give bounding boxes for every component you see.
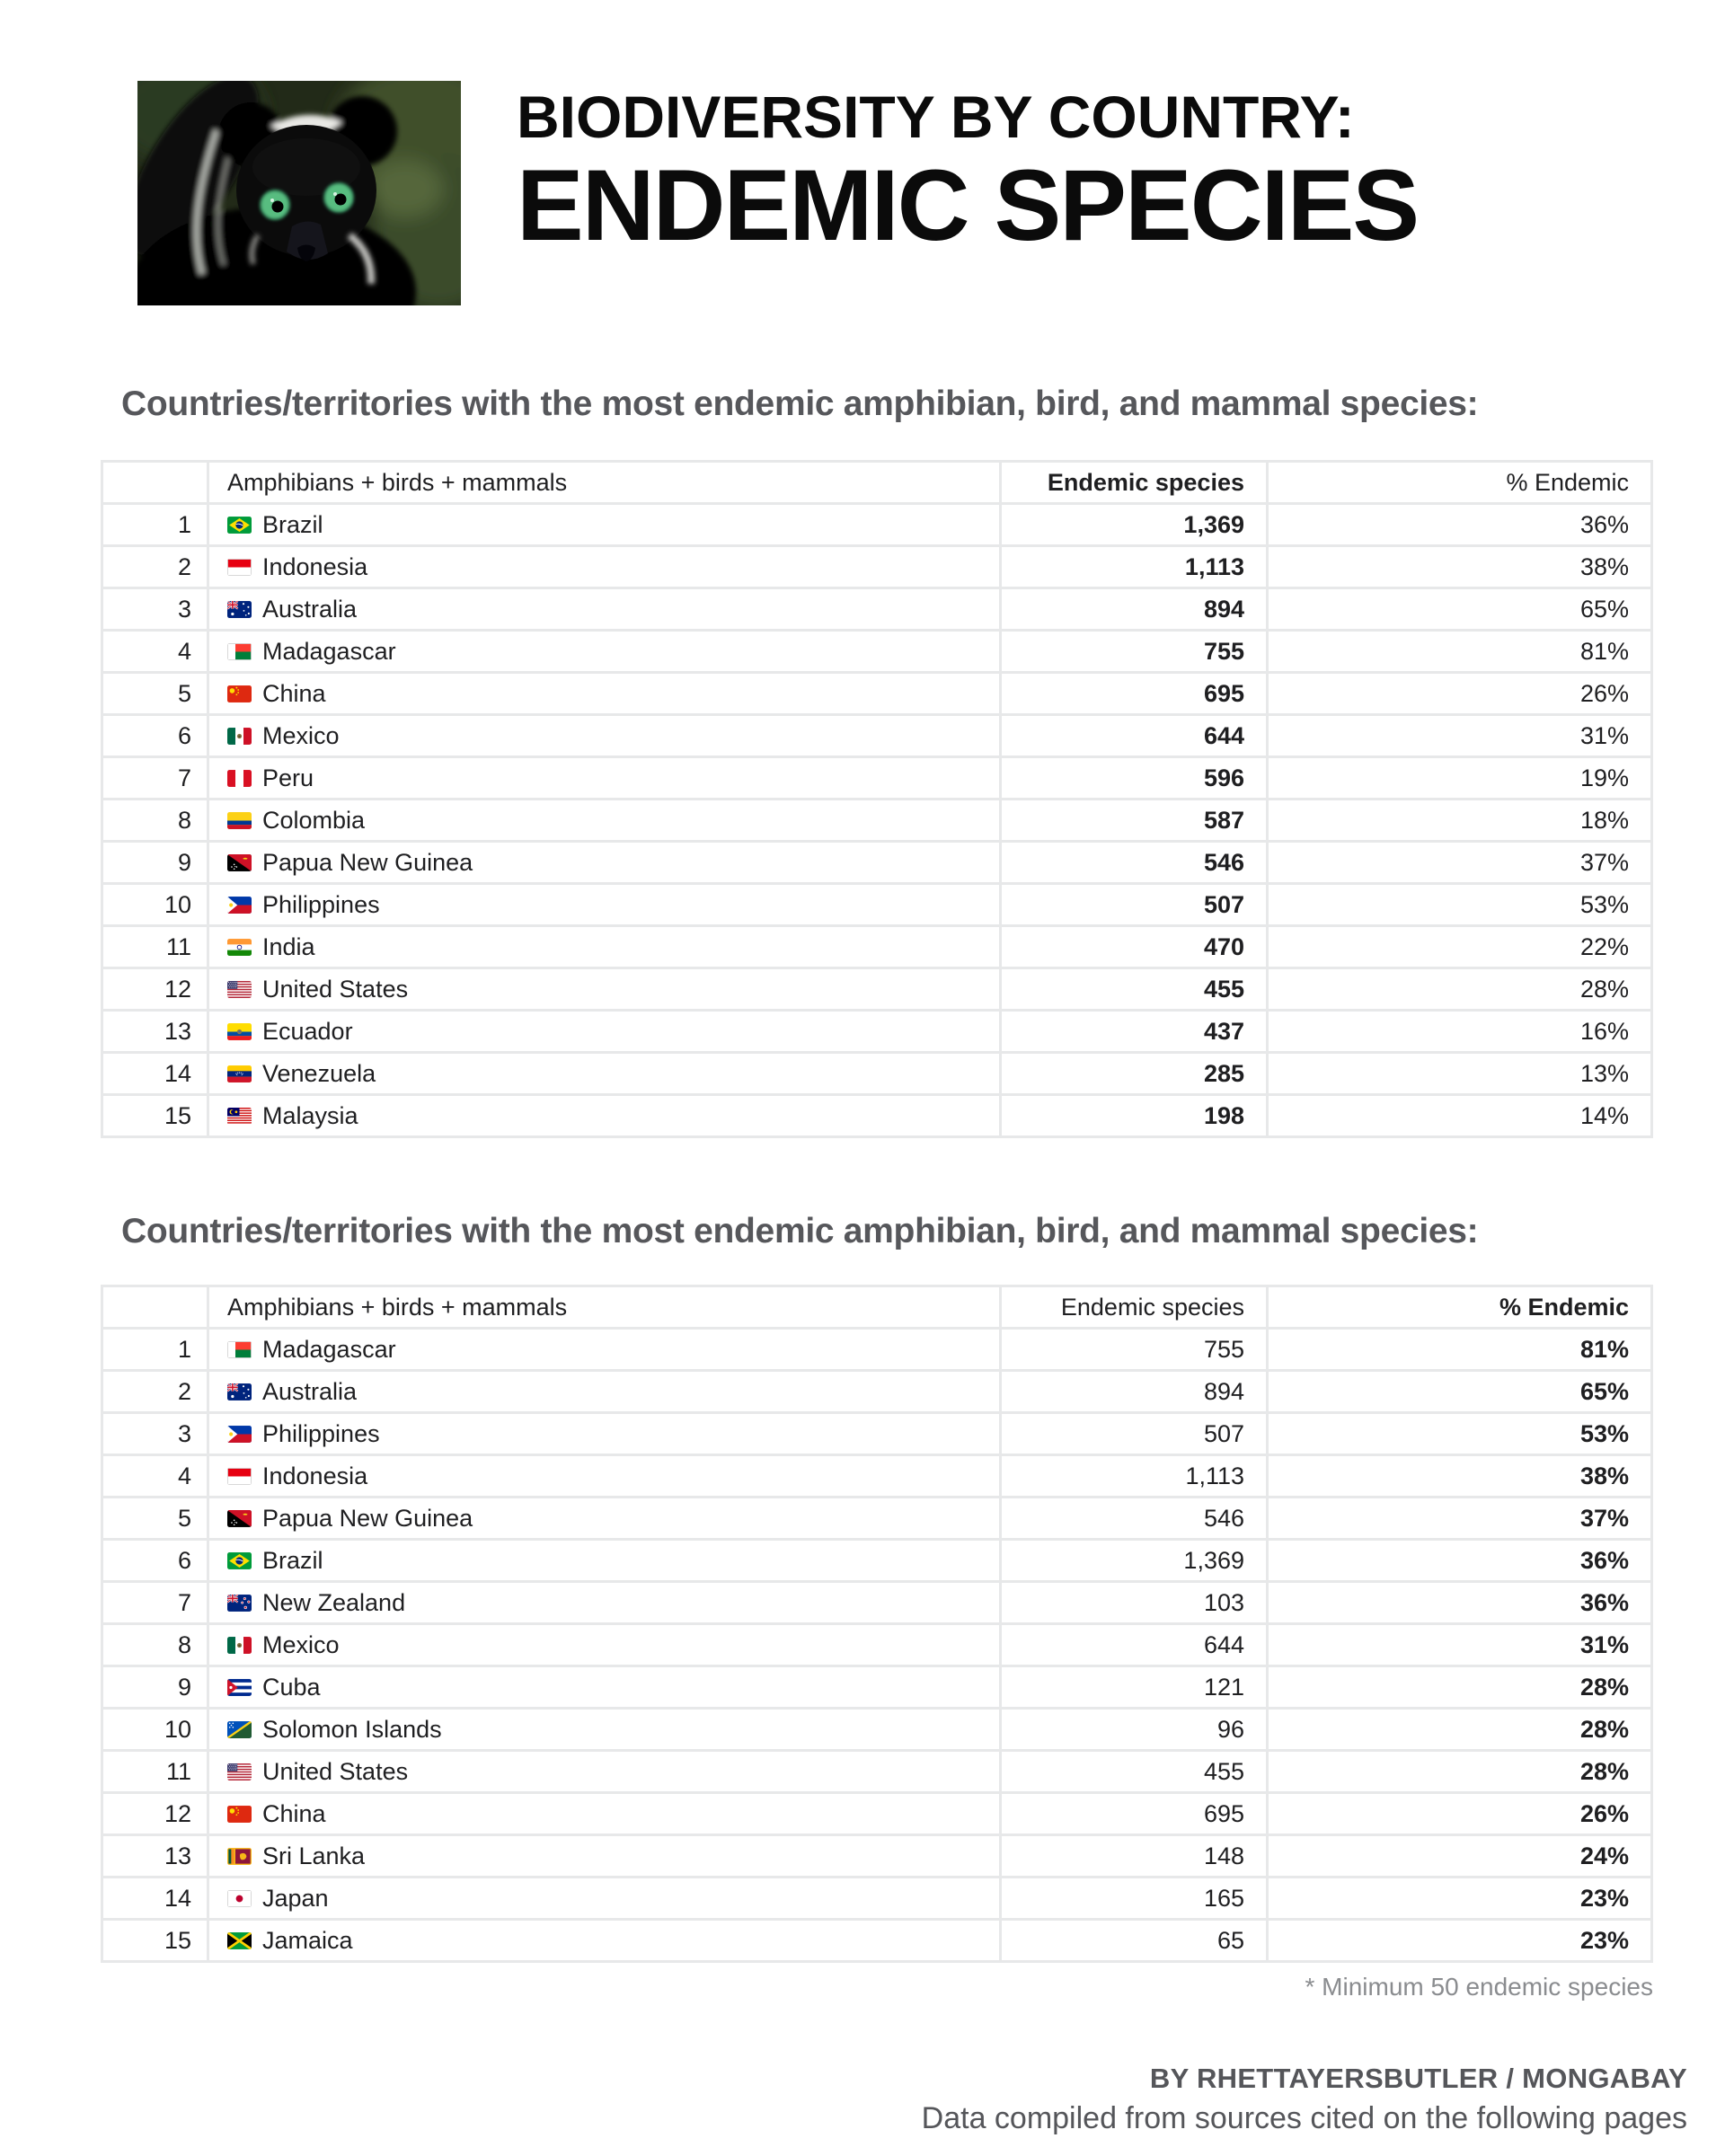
page-title-line2: ENDEMIC SPECIES: [517, 149, 1419, 262]
country-cell: [209, 505, 999, 544]
endemic-species-count: 1,113: [1002, 1456, 1266, 1496]
endemic-species-count: 507: [1002, 1414, 1266, 1454]
endemic-species-count: 103: [1002, 1583, 1266, 1622]
table-row-madagascar: [103, 632, 1650, 671]
rank-cell: 6: [103, 716, 207, 755]
country-cell: [209, 885, 999, 924]
country-cell: [209, 1921, 999, 1960]
rank-cell: 11: [103, 1752, 207, 1791]
percent-endemic-value: 23%: [1269, 1921, 1650, 1960]
country-cell: [209, 1836, 999, 1876]
flag-cu-icon: [227, 1679, 252, 1696]
rank-cell: 7: [103, 1583, 207, 1622]
percent-endemic-value: 38%: [1269, 1456, 1650, 1496]
table-row-united-states: [103, 969, 1650, 1009]
flag-cn-icon: [227, 1806, 252, 1823]
country-cell: [209, 1096, 999, 1135]
country-name: Colombia: [262, 806, 366, 834]
endemic-species-count: 198: [1002, 1096, 1266, 1135]
percent-endemic-value: 14%: [1269, 1096, 1650, 1135]
country-cell: [209, 927, 999, 967]
endemic-species-count: 165: [1002, 1878, 1266, 1918]
table-row-new-zealand: [103, 1583, 1650, 1622]
country-name: Mexico: [262, 1630, 340, 1658]
percent-endemic-column-header: % Endemic: [1269, 1287, 1650, 1327]
rank-cell: 15: [103, 1096, 207, 1135]
percent-endemic-value: 23%: [1269, 1878, 1650, 1918]
rank-cell: 11: [103, 927, 207, 967]
rank-cell: 6: [103, 1541, 207, 1580]
country-name: Venezuela: [262, 1059, 376, 1087]
endemic-species-count: 695: [1002, 1794, 1266, 1833]
table-row-brazil: [103, 505, 1650, 544]
country-name: Solomon Islands: [262, 1715, 442, 1743]
country-name: Japan: [262, 1884, 329, 1912]
country-cell: [209, 1372, 999, 1411]
country-cell: [209, 1625, 999, 1665]
country-name: Mexico: [262, 721, 340, 749]
page-title-line1: BIODIVERSITY BY COUNTRY:: [517, 84, 1355, 150]
country-cell: [209, 547, 999, 587]
flag-my-icon: [227, 1108, 252, 1125]
flag-id-icon: [227, 559, 252, 576]
flag-au-icon: [227, 601, 252, 618]
country-cell: [209, 758, 999, 798]
endemic-species-count: 437: [1002, 1012, 1266, 1051]
country-cell: [209, 589, 999, 629]
country-cell: [209, 1583, 999, 1622]
table-row-solomon-islands: [103, 1710, 1650, 1749]
flag-pg-icon: [227, 1510, 252, 1527]
flag-mx-icon: [227, 728, 252, 745]
country-name: China: [262, 1799, 326, 1827]
table-row-mexico: [103, 716, 1650, 755]
endemic-species-count: 755: [1002, 1330, 1266, 1369]
flag-in-icon: [227, 939, 252, 956]
percent-endemic-value: 65%: [1269, 589, 1650, 629]
rank-cell: 4: [103, 1456, 207, 1496]
percent-endemic-value: 28%: [1269, 1667, 1650, 1707]
flag-lk-icon: [227, 1848, 252, 1865]
rank-cell: 12: [103, 969, 207, 1009]
group-column-header: Amphibians + birds + mammals: [209, 1287, 999, 1327]
flag-id-icon: [227, 1468, 252, 1485]
table-row-colombia: [103, 800, 1650, 840]
percent-endemic-value: 65%: [1269, 1372, 1650, 1411]
percent-endemic-value: 81%: [1269, 1330, 1650, 1369]
flag-sb-icon: [227, 1721, 252, 1738]
country-name: Papua New Guinea: [262, 1504, 473, 1532]
country-cell: [209, 1330, 999, 1369]
country-name: Philippines: [262, 1419, 380, 1447]
endemic-species-count: 894: [1002, 1372, 1266, 1411]
rank-cell: 10: [103, 1710, 207, 1749]
endemic-species-count: 470: [1002, 927, 1266, 967]
endemic-species-count: 546: [1002, 843, 1266, 882]
percent-endemic-value: 53%: [1269, 885, 1650, 924]
country-name: Ecuador: [262, 1017, 353, 1045]
percent-endemic-value: 31%: [1269, 1625, 1650, 1665]
country-cell: [209, 1012, 999, 1051]
rank-cell: 12: [103, 1794, 207, 1833]
country-name: Australia: [262, 1377, 358, 1405]
table-row-papua-new-guinea: [103, 843, 1650, 882]
country-cell: [209, 1498, 999, 1538]
country-cell: [209, 632, 999, 671]
flag-mg-icon: [227, 1341, 252, 1358]
rank-cell: 15: [103, 1921, 207, 1960]
flag-au-icon: [227, 1383, 252, 1401]
endemic-species-count: 65: [1002, 1921, 1266, 1960]
endemic-species-count: 1,369: [1002, 505, 1266, 544]
table-row-madagascar: [103, 1330, 1650, 1369]
endemic-species-count: 546: [1002, 1498, 1266, 1538]
rank-cell: 4: [103, 632, 207, 671]
country-cell: [209, 1456, 999, 1496]
flag-br-icon: [227, 517, 252, 534]
flag-pe-icon: [227, 770, 252, 787]
endemic-species-count: 596: [1002, 758, 1266, 798]
flag-mg-icon: [227, 643, 252, 660]
percent-endemic-value: 18%: [1269, 800, 1650, 840]
rank-cell: 8: [103, 800, 207, 840]
page-title: [517, 84, 1419, 262]
country-name: Brazil: [262, 1546, 323, 1574]
rank-cell: 2: [103, 547, 207, 587]
endemic-species-count: 1,113: [1002, 547, 1266, 587]
percent-endemic-value: 26%: [1269, 674, 1650, 713]
endemic-species-count: 587: [1002, 800, 1266, 840]
table-row-venezuela: [103, 1054, 1650, 1093]
percent-endemic-value: 28%: [1269, 1752, 1650, 1791]
table-row-china: [103, 1794, 1650, 1833]
table-row-jamaica: [103, 1921, 1650, 1960]
country-name: Malaysia: [262, 1101, 358, 1129]
table-most-endemic-species: [101, 460, 1653, 1138]
percent-endemic-value: 24%: [1269, 1836, 1650, 1876]
country-name: Madagascar: [262, 637, 396, 665]
rank-cell: 14: [103, 1878, 207, 1918]
flag-co-icon: [227, 812, 252, 829]
rank-cell: 7: [103, 758, 207, 798]
footer: [922, 2063, 1687, 2136]
percent-endemic-value: 19%: [1269, 758, 1650, 798]
country-name: Indonesia: [262, 552, 368, 580]
country-cell: [209, 1794, 999, 1833]
rank-cell: 1: [103, 1330, 207, 1369]
country-cell: [209, 800, 999, 840]
flag-us-icon: [227, 1763, 252, 1780]
table-body: [103, 1330, 1650, 1960]
table-row-united-states: [103, 1752, 1650, 1791]
percent-endemic-value: 31%: [1269, 716, 1650, 755]
footer-note: Data compiled from sources cited on the following pages: [921, 2101, 1687, 2135]
percent-endemic-value: 26%: [1269, 1794, 1650, 1833]
endemic-species-count: 695: [1002, 674, 1266, 713]
percent-endemic-value: 13%: [1269, 1054, 1650, 1093]
country-name: Jamaica: [262, 1926, 353, 1954]
table-header-row: [103, 463, 1650, 502]
table-row-brazil: [103, 1541, 1650, 1580]
table-row-india: [103, 927, 1650, 967]
table-row-indonesia: [103, 547, 1650, 587]
endemic-species-count: 455: [1002, 969, 1266, 1009]
country-name: Australia: [262, 595, 358, 623]
percent-endemic-value: 36%: [1269, 1583, 1650, 1622]
flag-ec-icon: [227, 1023, 252, 1040]
country-name: Brazil: [262, 510, 323, 538]
endemic-species-count: 1,369: [1002, 1541, 1266, 1580]
percent-endemic-value: 37%: [1269, 1498, 1650, 1538]
flag-ph-icon: [227, 1426, 252, 1443]
section-heading-highest-percent-endemic: Countries/territories with the most endemic amphibian, bird, and mammal species:: [121, 1212, 1479, 1250]
rank-cell: 5: [103, 674, 207, 713]
country-cell: [209, 1541, 999, 1580]
percent-endemic-value: 36%: [1269, 1541, 1650, 1580]
flag-ph-icon: [227, 897, 252, 914]
percent-endemic-value: 16%: [1269, 1012, 1650, 1051]
percent-endemic-value: 36%: [1269, 505, 1650, 544]
country-cell: [209, 1710, 999, 1749]
rank-column-header: [103, 463, 207, 502]
endemic-species-count: 148: [1002, 1836, 1266, 1876]
country-cell: [209, 1667, 999, 1707]
rank-cell: 13: [103, 1836, 207, 1876]
percent-endemic-value: 22%: [1269, 927, 1650, 967]
table-row-ecuador: [103, 1012, 1650, 1051]
country-cell: [209, 716, 999, 755]
table-row-indonesia: [103, 1456, 1650, 1496]
flag-pg-icon: [227, 854, 252, 871]
endemic-species-count: 121: [1002, 1667, 1266, 1707]
country-cell: [209, 969, 999, 1009]
rank-cell: 9: [103, 1667, 207, 1707]
rank-cell: 8: [103, 1625, 207, 1665]
table-body: [103, 505, 1650, 1135]
table-row-malaysia: [103, 1096, 1650, 1135]
country-name: China: [262, 679, 326, 707]
table-highest-percent-endemic: [101, 1285, 1653, 1963]
country-name: Philippines: [262, 890, 380, 918]
country-cell: [209, 1414, 999, 1454]
country-cell: [209, 1054, 999, 1093]
country-name: Cuba: [262, 1673, 321, 1701]
section-heading-most-endemic: Countries/territories with the most endemic amphibian, bird, and mammal species:: [121, 384, 1479, 423]
endemic-species-column-header: Endemic species: [1002, 1287, 1266, 1327]
rank-cell: 3: [103, 1414, 207, 1454]
percent-endemic-value: 38%: [1269, 547, 1650, 587]
country-name: Papua New Guinea: [262, 848, 473, 876]
table-row-sri-lanka: [103, 1836, 1650, 1876]
rank-column-header: [103, 1287, 207, 1327]
group-column-header: Amphibians + birds + mammals: [209, 463, 999, 502]
rank-cell: 14: [103, 1054, 207, 1093]
percent-endemic-value: 81%: [1269, 632, 1650, 671]
country-name: India: [262, 932, 315, 960]
percent-endemic-value: 28%: [1269, 1710, 1650, 1749]
table-row-philippines: [103, 885, 1650, 924]
table-row-japan: [103, 1878, 1650, 1918]
flag-jp-icon: [227, 1890, 252, 1907]
country-cell: [209, 1752, 999, 1791]
flag-cn-icon: [227, 685, 252, 702]
rank-cell: 1: [103, 505, 207, 544]
byline: BY RHETTAYERSBUTLER / MONGABAY: [1149, 2063, 1687, 2094]
endemic-species-count: 755: [1002, 632, 1266, 671]
flag-jm-icon: [227, 1932, 252, 1949]
percent-endemic-value: 53%: [1269, 1414, 1650, 1454]
country-name: Peru: [262, 764, 314, 791]
endemic-species-count: 285: [1002, 1054, 1266, 1093]
table-row-peru: [103, 758, 1650, 798]
table-row-cuba: [103, 1667, 1650, 1707]
country-name: United States: [262, 1757, 409, 1785]
table-row-australia: [103, 589, 1650, 629]
flag-us-icon: [227, 981, 252, 998]
rank-cell: 5: [103, 1498, 207, 1538]
percent-endemic-value: 28%: [1269, 969, 1650, 1009]
endemic-species-count: 894: [1002, 589, 1266, 629]
indri-lemur-photo: [137, 81, 461, 305]
flag-nz-icon: [227, 1595, 252, 1612]
flag-br-icon: [227, 1552, 252, 1569]
endemic-species-count: 96: [1002, 1710, 1266, 1749]
table-row-papua-new-guinea: [103, 1498, 1650, 1538]
endemic-species-column-header: Endemic species: [1002, 463, 1266, 502]
table-row-australia: [103, 1372, 1650, 1411]
endemic-species-count: 644: [1002, 716, 1266, 755]
rank-cell: 3: [103, 589, 207, 629]
country-cell: [209, 674, 999, 713]
country-cell: [209, 843, 999, 882]
country-name: Sri Lanka: [262, 1842, 366, 1869]
table-row-philippines: [103, 1414, 1650, 1454]
country-name: New Zealand: [262, 1588, 406, 1616]
percent-endemic-column-header: % Endemic: [1269, 463, 1650, 502]
endemic-species-count: 644: [1002, 1625, 1266, 1665]
flag-ve-icon: [227, 1065, 252, 1082]
percent-endemic-value: 37%: [1269, 843, 1650, 882]
endemic-species-count: 455: [1002, 1752, 1266, 1791]
rank-cell: 9: [103, 843, 207, 882]
endemic-species-count: 507: [1002, 885, 1266, 924]
rank-cell: 2: [103, 1372, 207, 1411]
country-name: United States: [262, 975, 409, 1003]
flag-mx-icon: [227, 1637, 252, 1654]
table-header-row: [103, 1287, 1650, 1327]
table-row-mexico: [103, 1625, 1650, 1665]
country-name: Madagascar: [262, 1335, 396, 1363]
footnote-minimum-species: * Minimum 50 endemic species: [1305, 1973, 1653, 2001]
country-cell: [209, 1878, 999, 1918]
table-row-china: [103, 674, 1650, 713]
rank-cell: 10: [103, 885, 207, 924]
rank-cell: 13: [103, 1012, 207, 1051]
country-name: Indonesia: [262, 1462, 368, 1489]
